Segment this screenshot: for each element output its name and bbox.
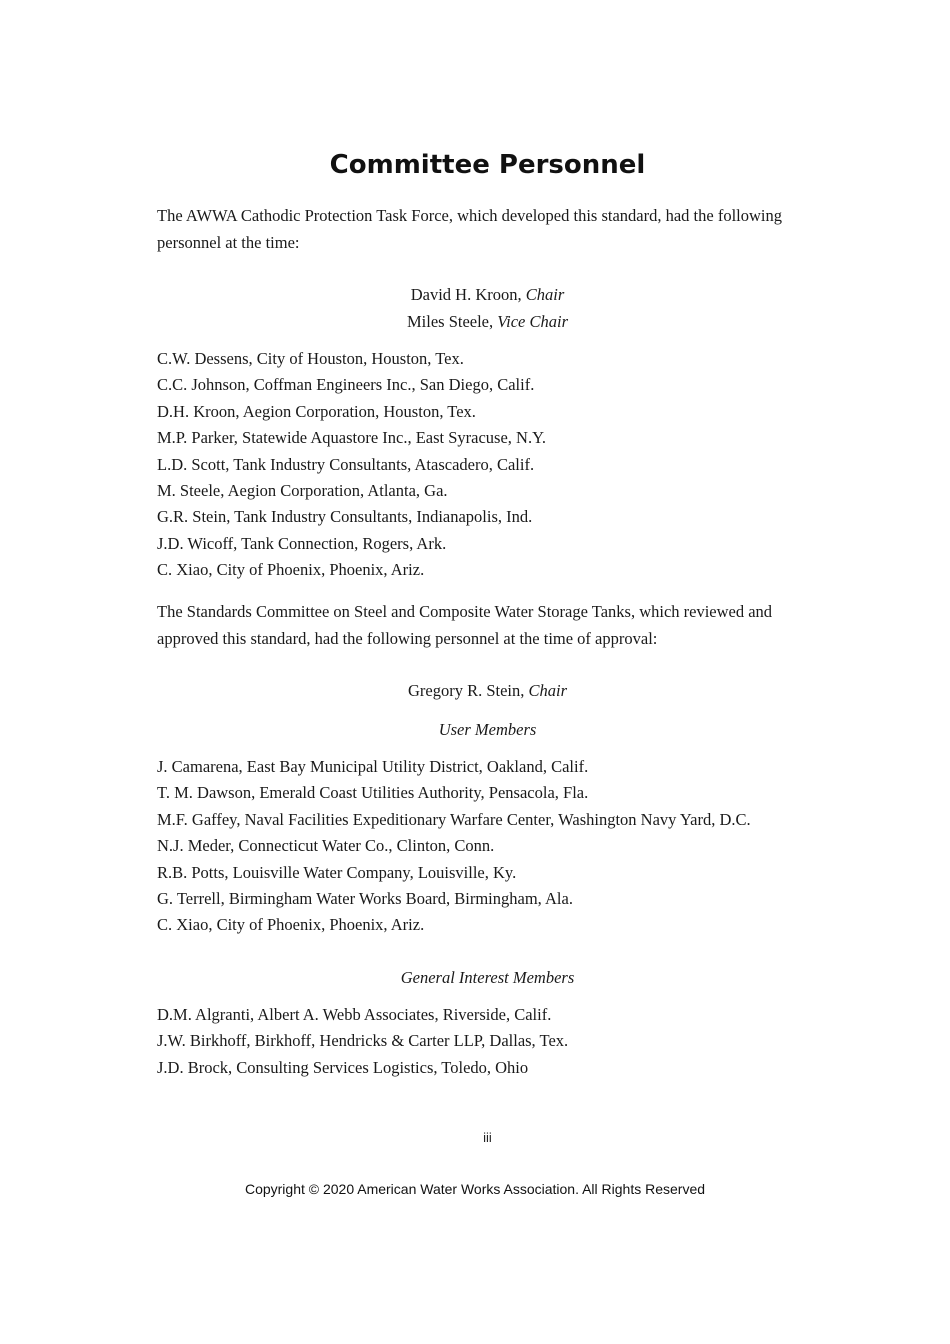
page-number: iii — [483, 1130, 492, 1145]
task-force-vice-chair-name: Miles Steele, — [406, 312, 498, 331]
task-force-chair-name: David H. Kroon, — [410, 285, 526, 304]
committee-chair — [0, 677, 950, 704]
user-member-list — [157, 754, 751, 939]
list-item: J.D. Wicoff, Tank Connection, Rogers, Ark. — [157, 533, 447, 553]
list-item: J.W. Birkhoff, Birkhoff, Hendricks & Carter LLP, Dallas, Tex. — [157, 1031, 569, 1051]
list-item: M.F. Gaffey, Naval Facilities Expeditionary Warfare Center, Washington Navy Yard, D.C. — [157, 809, 751, 829]
list-item: J.D. Brock, Consulting Services Logistics, Toledo, Ohio — [157, 1057, 529, 1077]
list-item: J. Camarena, East Bay Municipal Utility District, Oakland, Calif. — [157, 757, 589, 776]
page-title: Committee Personnel — [329, 150, 646, 180]
task-force-chair-role: Chair — [525, 285, 565, 304]
list-item: M. Steele, Aegion Corporation, Atlanta, Ga. — [157, 481, 448, 501]
list-item: D.H. Kroon, Aegion Corporation, Houston, Tex. — [157, 401, 476, 421]
task-force-chair — [0, 281, 950, 308]
committee-chair-name: Gregory R. Stein, — [407, 681, 529, 700]
task-force-vice-chair — [0, 308, 950, 335]
list-item: C.W. Dessens, City of Houston, Houston, Tex. — [157, 349, 464, 368]
committee-chair-role: Chair — [528, 681, 568, 700]
list-item: D.M. Algranti, Albert A. Webb Associates, Riverside, Calif. — [157, 1005, 552, 1024]
list-item: R.B. Potts, Louisville Water Company, Louisville, Ky. — [157, 862, 517, 882]
list-item: T. M. Dawson, Emerald Coast Utilities Authority, Pensacola, Fla. — [157, 783, 589, 803]
list-item: G. Terrell, Birmingham Water Works Board, Birmingham, Ala. — [157, 889, 573, 909]
list-item: C. Xiao, City of Phoenix, Phoenix, Ariz. — [157, 560, 425, 580]
list-item: C.C. Johnson, Coffman Engineers Inc., San Diego, Calif. — [157, 375, 535, 395]
task-force-intro: The AWWA Cathodic Protection Task Force, which developed this standard, had the following personnel at the time: — [157, 206, 783, 252]
general-interest-member-list — [157, 1002, 568, 1081]
standards-committee-intro: The Standards Committee on Steel and Composite Water Storage Tanks, which reviewed and approved this standard, had the following personnel at the time of approval: — [157, 602, 773, 648]
task-force-member-list — [157, 346, 546, 584]
list-item: G.R. Stein, Tank Industry Consultants, Indianapolis, Ind. — [157, 507, 533, 527]
task-force-vice-chair-role: Vice Chair — [497, 312, 568, 331]
list-item: L.D. Scott, Tank Industry Consultants, Atascadero, Calif. — [157, 454, 535, 474]
copyright-notice: Copyright © 2020 American Water Works Association. All Rights Reserved — [244, 1181, 706, 1197]
general-interest-heading: General Interest Members — [400, 968, 575, 987]
user-members-heading: User Members — [438, 720, 537, 739]
list-item: C. Xiao, City of Phoenix, Phoenix, Ariz. — [157, 915, 425, 935]
list-item: M.P. Parker, Statewide Aquastore Inc., East Syracuse, N.Y. — [157, 428, 547, 448]
list-item: N.J. Meder, Connecticut Water Co., Clinton, Conn. — [157, 836, 495, 856]
